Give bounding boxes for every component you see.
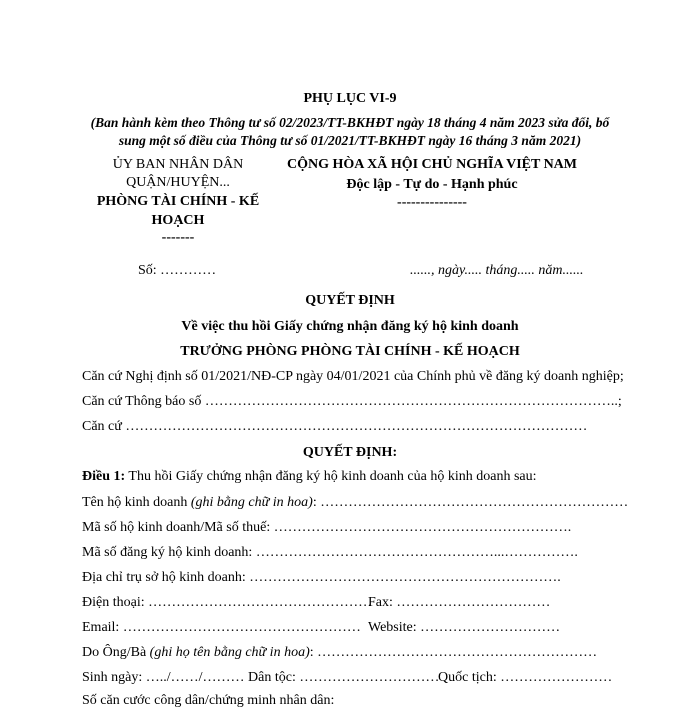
issuer-line1: ỦY BAN NHÂN DÂN xyxy=(112,157,244,172)
basis-1: Căn cứ Nghị định số 01/2021/NĐ-CP ngày 04/01/2021 của Chính phủ về đăng ký doanh nghiệp; xyxy=(82,369,624,384)
issuer-line2: QUẬN/HUYỆN... xyxy=(126,175,230,190)
decision-authority: TRƯỞNG PHÒNG PHÒNG TÀI CHÍNH - KẾ HOẠCH xyxy=(180,344,520,359)
owner-hint: (ghi họ tên bằng chữ in hoa) xyxy=(149,645,310,660)
appendix-subtitle-line1: (Ban hành kèm theo Thông tư số 02/2023/TT-BKHĐT ngày 18 tháng 4 năm 2023 sửa đổi, bổ xyxy=(90,115,610,130)
issuer-line3: PHÒNG TÀI CHÍNH - KẾ xyxy=(96,194,260,209)
national-divider: --------------- xyxy=(397,195,467,210)
national-motto: Độc lập - Tự do - Hạnh phúc xyxy=(346,177,518,192)
field-phone: Điện thoại: ………………………………………… xyxy=(82,595,373,610)
field-birth-ethnicity: Sinh ngày: …../……/……… Dân tộc: ………………………… xyxy=(82,670,440,685)
field-email: Email: …………………………………………… xyxy=(82,620,361,635)
field-id-number: Số căn cước công dân/chứng minh nhân dân: xyxy=(82,693,335,708)
field-registration-number: Mã số đăng ký hộ kinh doanh: ……………………………………………...……………. xyxy=(82,545,578,560)
business-name-label: Tên hộ kinh doanh xyxy=(82,495,191,510)
business-name-dots: : ………………………………………………………… xyxy=(312,495,629,510)
field-nationality: Quốc tịch: …………………… xyxy=(438,670,613,685)
national-title: CỘNG HÒA XÃ HỘI CHỦ NGHĨA VIỆT NAM xyxy=(286,157,577,172)
field-website: Website: ………………………… xyxy=(368,620,561,635)
field-business-name xyxy=(82,494,628,512)
decides-heading: QUYẾT ĐỊNH: xyxy=(302,445,398,460)
decision-subject: Về việc thu hồi Giấy chứng nhận đăng ký hộ kinh doanh xyxy=(181,319,519,334)
field-owner xyxy=(82,644,597,662)
field-tax-code: Mã số hộ kinh doanh/Mã số thuế: ………………………………………………………. xyxy=(82,520,572,535)
appendix-title: PHỤ LỤC VI-9 xyxy=(303,91,397,106)
owner-dots: : …………………………………………………… xyxy=(309,645,598,660)
decision-title: QUYẾT ĐỊNH xyxy=(305,293,395,308)
article-1-text: Thu hồi Giấy chứng nhận đăng ký hộ kinh doanh của hộ kinh doanh sau: xyxy=(125,469,537,484)
article-1 xyxy=(82,468,537,486)
field-fax: Fax: …………………………… xyxy=(368,595,551,610)
document-date: ......, ngày..... tháng..... năm...... xyxy=(410,263,584,278)
owner-prefix: Do Ông/Bà xyxy=(82,645,150,660)
document-number: Số: ………… xyxy=(138,263,217,278)
basis-3: Căn cứ ……………………………………………………………………………………… xyxy=(82,419,588,434)
article-1-label: Điều 1: xyxy=(82,469,126,484)
basis-2: Căn cứ Thông báo số ……………………………………………………………………………..; xyxy=(82,394,622,409)
issuer-divider: ------- xyxy=(161,230,195,245)
appendix-subtitle-line2: sung một số điều của Thông tư số 01/2021/TT-BKHĐT ngày 16 tháng 3 năm 2021) xyxy=(118,133,582,148)
field-address: Địa chỉ trụ sở hộ kinh doanh: …………………………………………………………. xyxy=(82,570,561,585)
issuer-line4: HOẠCH xyxy=(151,213,205,228)
business-name-hint: (ghi bằng chữ in hoa) xyxy=(190,495,313,510)
